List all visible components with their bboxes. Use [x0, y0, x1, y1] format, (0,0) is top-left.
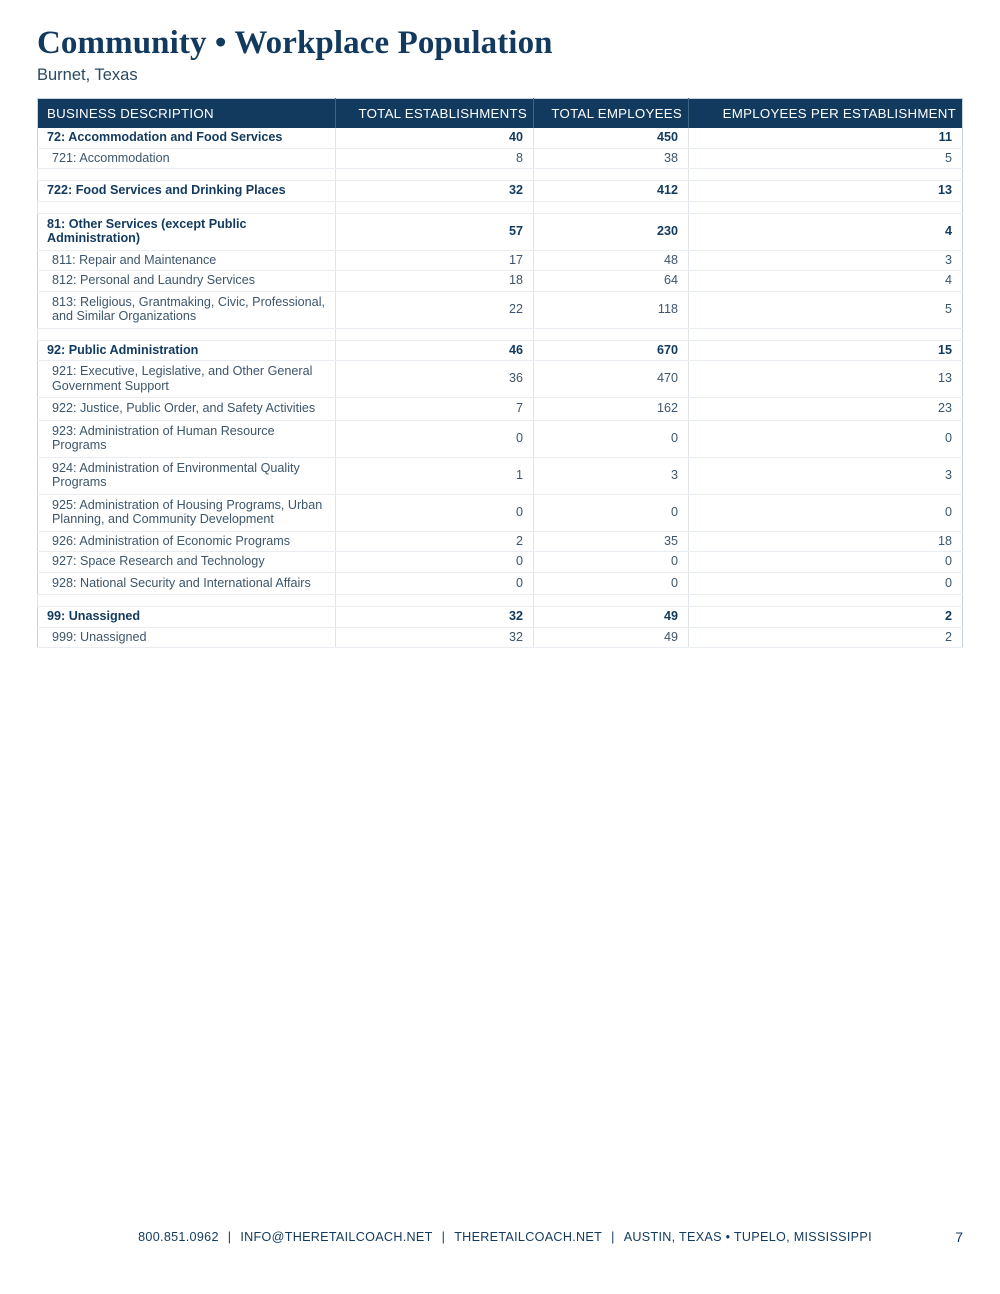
workplace-population-table-container [37, 98, 962, 648]
cell-total-establishments: 18 [336, 271, 534, 292]
cell-employees-per-establishment: 0 [689, 572, 963, 595]
table-row [38, 340, 963, 361]
cell-employees-per-establishment: 3 [689, 457, 963, 494]
cell-total-establishments: 0 [336, 494, 534, 531]
cell-business-description: 927: Space Research and Technology [38, 552, 336, 573]
cell-total-establishments: 0 [336, 572, 534, 595]
table-spacer-cell [689, 328, 963, 340]
cell-total-establishments: 22 [336, 291, 534, 328]
table-spacer-cell [689, 169, 963, 181]
cell-total-establishments: 32 [336, 181, 534, 202]
cell-total-employees: 0 [534, 420, 689, 457]
cell-total-employees: 470 [534, 361, 689, 398]
cell-employees-per-establishment: 11 [689, 128, 963, 148]
cell-business-description: 924: Administration of Environmental Quality Programs [38, 457, 336, 494]
table-row [38, 494, 963, 531]
cell-total-establishments: 1 [336, 457, 534, 494]
cell-business-description: 812: Personal and Laundry Services [38, 271, 336, 292]
cell-total-establishments: 0 [336, 420, 534, 457]
cell-total-employees: 0 [534, 552, 689, 573]
cell-total-employees: 230 [534, 213, 689, 250]
table-body [38, 128, 963, 648]
footer-separator-3: | [611, 1230, 615, 1244]
table-spacer-cell [336, 595, 534, 607]
table-spacer-cell [336, 201, 534, 213]
cell-business-description: 999: Unassigned [38, 627, 336, 648]
footer-contact-line [0, 1228, 1000, 1246]
page-header [37, 24, 963, 85]
cell-total-establishments: 2 [336, 531, 534, 552]
column-header-business-description: BUSINESS DESCRIPTION [38, 99, 336, 129]
cell-total-employees: 670 [534, 340, 689, 361]
cell-total-establishments: 36 [336, 361, 534, 398]
cell-total-establishments: 46 [336, 340, 534, 361]
table-spacer-cell [38, 201, 336, 213]
table-row [38, 128, 963, 148]
cell-employees-per-establishment: 2 [689, 607, 963, 628]
table-row [38, 420, 963, 457]
cell-business-description: 923: Administration of Human Resource Programs [38, 420, 336, 457]
cell-total-employees: 412 [534, 181, 689, 202]
cell-total-establishments: 17 [336, 250, 534, 271]
cell-employees-per-establishment: 4 [689, 271, 963, 292]
cell-total-employees: 49 [534, 607, 689, 628]
cell-business-description: 722: Food Services and Drinking Places [38, 181, 336, 202]
cell-employees-per-establishment: 2 [689, 627, 963, 648]
cell-total-establishments: 57 [336, 213, 534, 250]
table-spacer-cell [534, 201, 689, 213]
cell-business-description: 72: Accommodation and Food Services [38, 128, 336, 148]
cell-employees-per-establishment: 5 [689, 291, 963, 328]
cell-total-establishments: 40 [336, 128, 534, 148]
page-subtitle: Burnet, Texas [37, 66, 138, 84]
cell-business-description: 922: Justice, Public Order, and Safety Activities [38, 398, 336, 421]
cell-employees-per-establishment: 5 [689, 148, 963, 169]
cell-business-description: 928: National Security and International Affairs [38, 572, 336, 595]
cell-total-establishments: 8 [336, 148, 534, 169]
table-spacer-cell [336, 328, 534, 340]
cell-total-employees: 35 [534, 531, 689, 552]
cell-total-employees: 450 [534, 128, 689, 148]
cell-employees-per-establishment: 0 [689, 420, 963, 457]
footer-separator-1: | [227, 1230, 232, 1244]
table-spacer-cell [534, 595, 689, 607]
cell-business-description: 721: Accommodation [38, 148, 336, 169]
table-row [38, 398, 963, 421]
cell-business-description: 92: Public Administration [38, 340, 336, 361]
table-spacer-cell [38, 169, 336, 181]
cell-business-description: 925: Administration of Housing Programs, Urban Planning, and Community Development [38, 494, 336, 531]
page-number: 7 [955, 1229, 963, 1245]
cell-total-employees: 162 [534, 398, 689, 421]
cell-employees-per-establishment: 15 [689, 340, 963, 361]
table-row [38, 361, 963, 398]
table-spacer-row [38, 595, 963, 607]
table-spacer-cell [38, 595, 336, 607]
footer-locations: AUSTIN, TEXAS • TUPELO, MISSISSIPPI [623, 1230, 872, 1244]
cell-total-employees: 118 [534, 291, 689, 328]
table-spacer-row [38, 201, 963, 213]
cell-employees-per-establishment: 23 [689, 398, 963, 421]
table-row [38, 250, 963, 271]
cell-employees-per-establishment: 3 [689, 250, 963, 271]
cell-employees-per-establishment: 0 [689, 552, 963, 573]
cell-employees-per-establishment: 18 [689, 531, 963, 552]
cell-total-employees: 38 [534, 148, 689, 169]
page-title: Community • Workplace Population [37, 25, 553, 61]
cell-business-description: 813: Religious, Grantmaking, Civic, Professional, and Similar Organizations [38, 291, 336, 328]
cell-total-employees: 49 [534, 627, 689, 648]
table-spacer-row [38, 328, 963, 340]
column-header-employees-per-establishment: EMPLOYEES PER ESTABLISHMENT [689, 99, 963, 129]
cell-total-establishments: 32 [336, 607, 534, 628]
table-row [38, 291, 963, 328]
cell-business-description: 926: Administration of Economic Programs [38, 531, 336, 552]
cell-business-description: 99: Unassigned [38, 607, 336, 628]
column-header-total-establishments: TOTAL ESTABLISHMENTS [336, 99, 534, 129]
footer-phone: 800.851.0962 [138, 1230, 219, 1244]
footer-website: THERETAILCOACH.NET [454, 1230, 603, 1244]
table-spacer-cell [38, 328, 336, 340]
cell-total-establishments: 32 [336, 627, 534, 648]
page-footer [0, 1228, 1000, 1256]
table-spacer-cell [336, 169, 534, 181]
cell-employees-per-establishment: 0 [689, 494, 963, 531]
table-spacer-row [38, 169, 963, 181]
cell-total-employees: 48 [534, 250, 689, 271]
cell-business-description: 921: Executive, Legislative, and Other General Government Support [38, 361, 336, 398]
table-row [38, 572, 963, 595]
table-row [38, 552, 963, 573]
workplace-population-table [37, 98, 963, 648]
cell-employees-per-establishment: 4 [689, 213, 963, 250]
cell-total-employees: 3 [534, 457, 689, 494]
footer-separator-2: | [441, 1230, 446, 1244]
table-header-row [38, 99, 963, 129]
table-row [38, 531, 963, 552]
table-row [38, 213, 963, 250]
table-header [38, 99, 963, 129]
column-header-total-employees: TOTAL EMPLOYEES [534, 99, 689, 129]
cell-total-establishments: 0 [336, 552, 534, 573]
table-spacer-cell [534, 328, 689, 340]
cell-business-description: 81: Other Services (except Public Administration) [38, 213, 336, 250]
cell-total-establishments: 7 [336, 398, 534, 421]
cell-total-employees: 0 [534, 572, 689, 595]
cell-employees-per-establishment: 13 [689, 181, 963, 202]
table-row [38, 181, 963, 202]
table-spacer-cell [689, 201, 963, 213]
table-spacer-cell [689, 595, 963, 607]
cell-total-employees: 64 [534, 271, 689, 292]
cell-employees-per-establishment: 13 [689, 361, 963, 398]
cell-total-employees: 0 [534, 494, 689, 531]
table-row [38, 457, 963, 494]
footer-email: INFO@THERETAILCOACH.NET [240, 1230, 433, 1244]
table-spacer-cell [534, 169, 689, 181]
table-row [38, 271, 963, 292]
table-row [38, 627, 963, 648]
cell-business-description: 811: Repair and Maintenance [38, 250, 336, 271]
table-row [38, 607, 963, 628]
table-row [38, 148, 963, 169]
